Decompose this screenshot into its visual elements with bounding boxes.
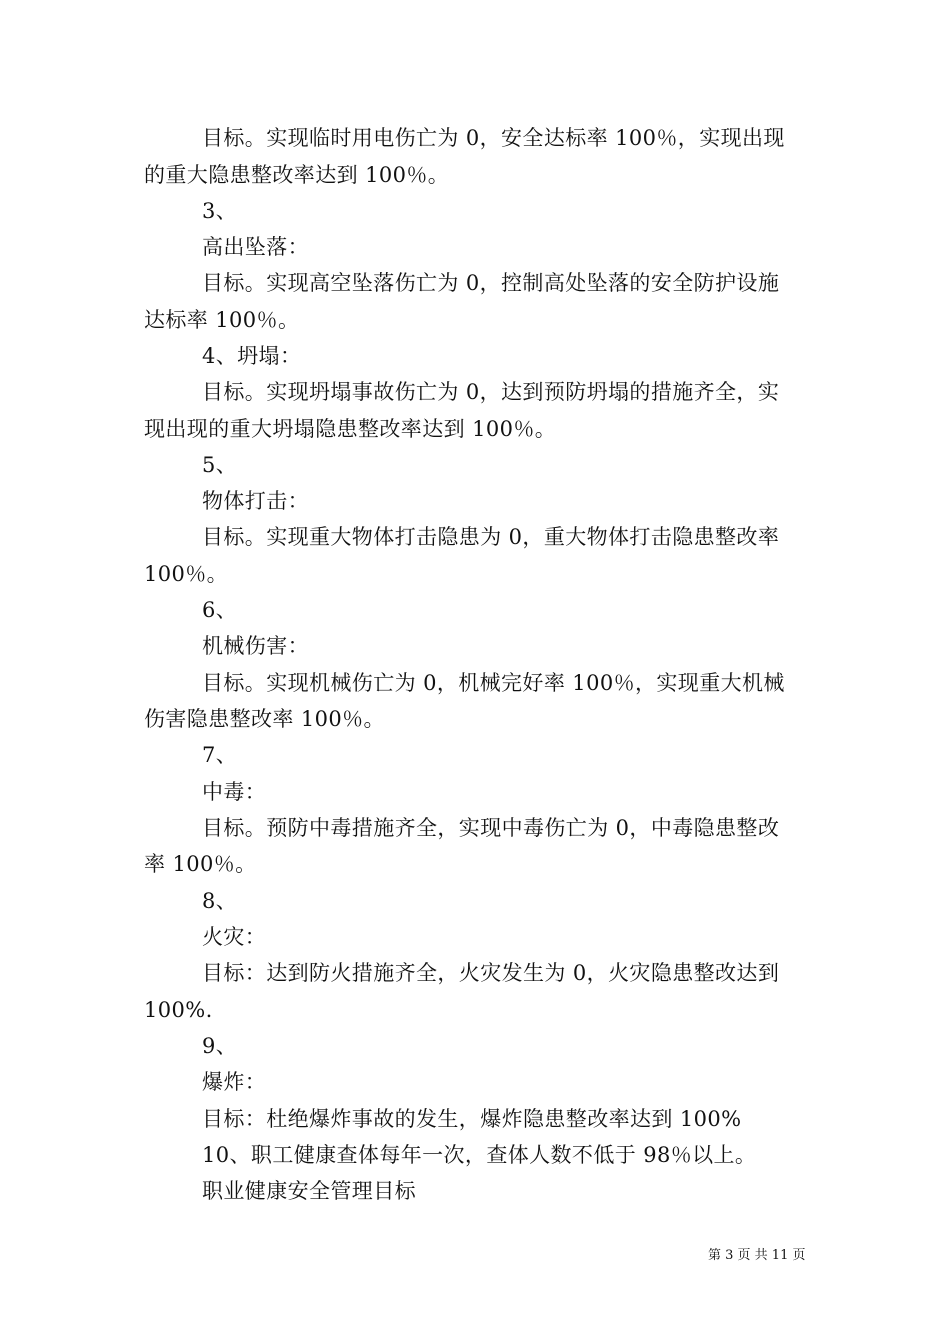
paragraph-line: 100％。	[144, 562, 229, 586]
paragraph-line: 目标。实现临时用电伤亡为 0，安全达标率 100％，实现出现	[202, 126, 785, 150]
paragraph-line: 100%.	[144, 998, 213, 1022]
paragraph-line: 率 100％。	[144, 852, 257, 876]
section-heading: 4、坍塌：	[202, 344, 302, 368]
section-heading: 机械伤害：	[202, 634, 309, 658]
paragraph-line: 目标。实现高空坠落伤亡为 0，控制高处坠落的安全防护设施	[202, 271, 780, 295]
section-number: 5、	[202, 453, 238, 477]
section-number: 7、	[202, 743, 238, 767]
section-number: 9、	[202, 1034, 238, 1058]
paragraph-line: 10、职工健康查体每年一次，查体人数不低于 98％以上。	[202, 1143, 757, 1167]
section-heading: 爆炸：	[202, 1070, 267, 1094]
paragraph-line: 目标。预防中毒措施齐全，实现中毒伤亡为 0，中毒隐患整改	[202, 816, 780, 840]
section-heading: 中毒：	[202, 780, 267, 804]
paragraph-line: 目标。实现坍塌事故伤亡为 0，达到预防坍塌的措施齐全，实	[202, 380, 780, 404]
paragraph-line: 目标：杜绝爆炸事故的发生，爆炸隐患整改率达到 100%	[202, 1107, 742, 1131]
section-heading: 火灾：	[202, 925, 267, 949]
page-number-footer: 第 3 页 共 11 页	[708, 1248, 806, 1263]
paragraph-line: 目标：达到防火措施齐全，火灾发生为 0，火灾隐患整改达到	[202, 961, 780, 985]
paragraph-line: 伤害隐患整改率 100％。	[144, 707, 385, 731]
paragraph-line: 现出现的重大坍塌隐患整改率达到 100％。	[144, 417, 557, 441]
paragraph-line: 目标。实现重大物体打击隐患为 0，重大物体打击隐患整改率	[202, 525, 780, 549]
section-heading: 物体打击：	[202, 489, 309, 513]
section-number: 8、	[202, 889, 238, 913]
section-heading: 职业健康安全管理目标	[202, 1179, 416, 1203]
section-number: 3、	[202, 199, 238, 223]
paragraph-line: 达标率 100％。	[144, 308, 300, 332]
paragraph-line: 的重大隐患整改率达到 100％。	[144, 163, 450, 187]
section-number: 6、	[202, 598, 238, 622]
paragraph-line: 目标。实现机械伤亡为 0，机械完好率 100％，实现重大机械	[202, 671, 785, 695]
section-heading: 高出坠落：	[202, 235, 309, 259]
